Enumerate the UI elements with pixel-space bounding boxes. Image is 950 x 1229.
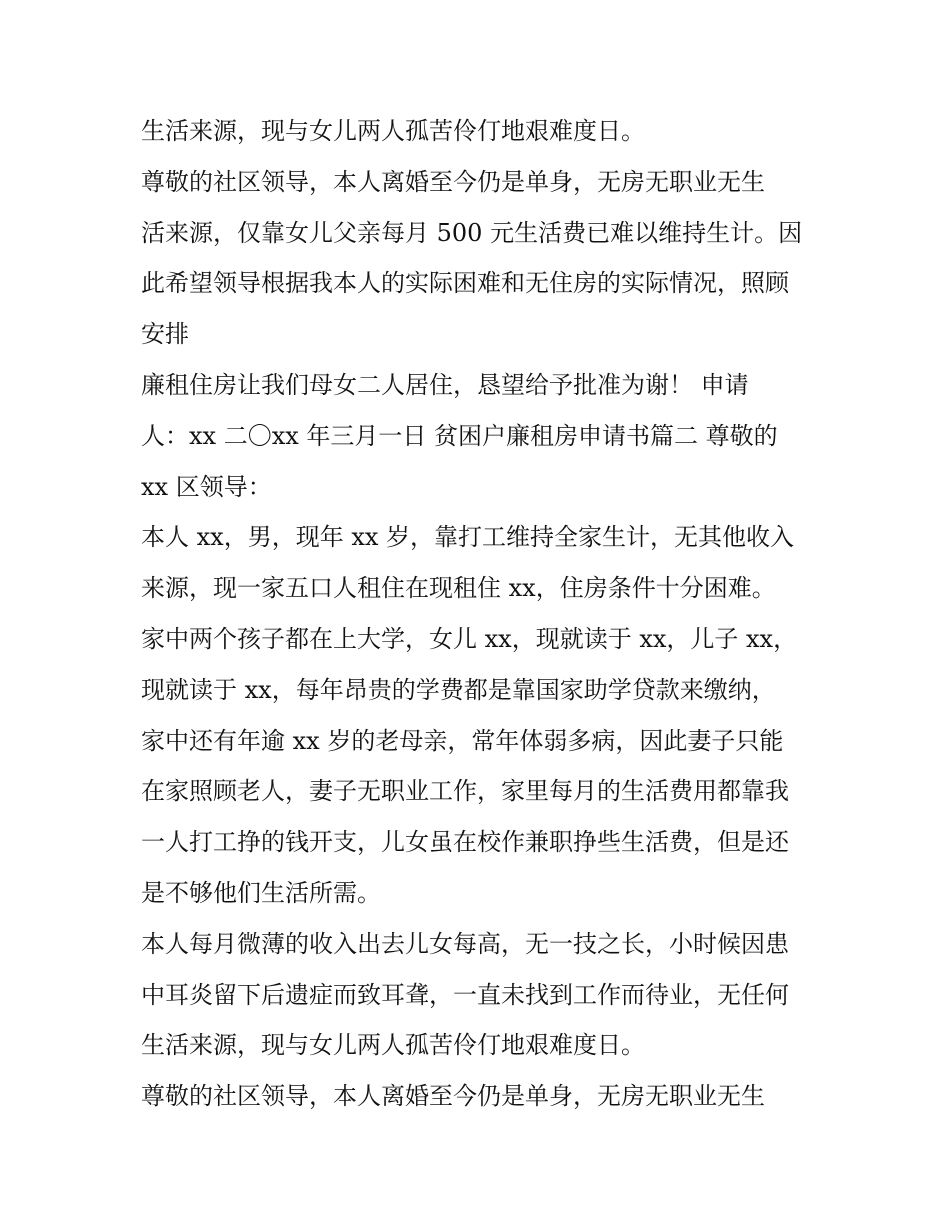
- text-line-14: 在家照顾老人，妻子无职业工作，家里每月的生活费用都靠我: [141, 777, 789, 806]
- text-line-11: 家中两个孩子都在上大学，女儿 xx，现就读于 xx，儿子 xx，: [141, 624, 798, 653]
- document-body: [141, 106, 821, 1122]
- text-line-8: xx 区领导：: [141, 472, 272, 501]
- text-line-5: 安排: [141, 320, 189, 349]
- text-line-1: 生活来源，现与女儿两人孤苦伶仃地艰难度日。: [141, 117, 645, 145]
- text-line-3: 活来源，仅靠女儿父亲每月 500 元生活费已难以维持生计。因: [141, 218, 803, 247]
- text-line-7: 人：xx 二〇xx 年三月一日 贫困户廉租房申请书篇二 尊敬的: [141, 421, 778, 450]
- text-line-18: 中耳炎留下后遗症而致耳聋，一直未找到工作而待业，无任何: [141, 980, 789, 1009]
- text-line-6: 廉租住房让我们母女二人居住，恳望给予批准为谢！ 申请: [141, 370, 749, 399]
- text-line-9: 本人 xx，男，现年 xx 岁，靠打工维持全家生计，无其他收入: [141, 523, 795, 552]
- text-line-13: 家中还有年逾 xx 岁的老母亲，常年体弱多病，因此妻子只能: [141, 726, 784, 755]
- text-line-12: 现就读于 xx，每年昂贵的学费都是靠国家助学贷款来缴纳，: [141, 675, 776, 704]
- text-line-17: 本人每月微薄的收入出去儿女每高，无一技之长，小时候因患: [141, 929, 789, 958]
- text-line-16: 是不够他们生活所需。: [141, 878, 381, 907]
- text-line-10: 来源，现一家五口人租住在现租住 xx，住房条件十分困难。: [141, 574, 776, 603]
- text-line-20: 尊敬的社区领导，本人离婚至今仍是单身，无房无职业无生: [141, 1082, 765, 1111]
- text-line-2: 尊敬的社区领导，本人离婚至今仍是单身，无房无职业无生: [141, 167, 765, 196]
- text-line-15: 一人打工挣的钱开支，儿女虽在校作兼职挣些生活费，但是还: [141, 828, 789, 857]
- text-line-4: 此希望领导根据我本人的实际困难和无住房的实际情况，照顾: [141, 269, 789, 298]
- text-line-19: 生活来源，现与女儿两人孤苦伶仃地艰难度日。: [141, 1031, 645, 1060]
